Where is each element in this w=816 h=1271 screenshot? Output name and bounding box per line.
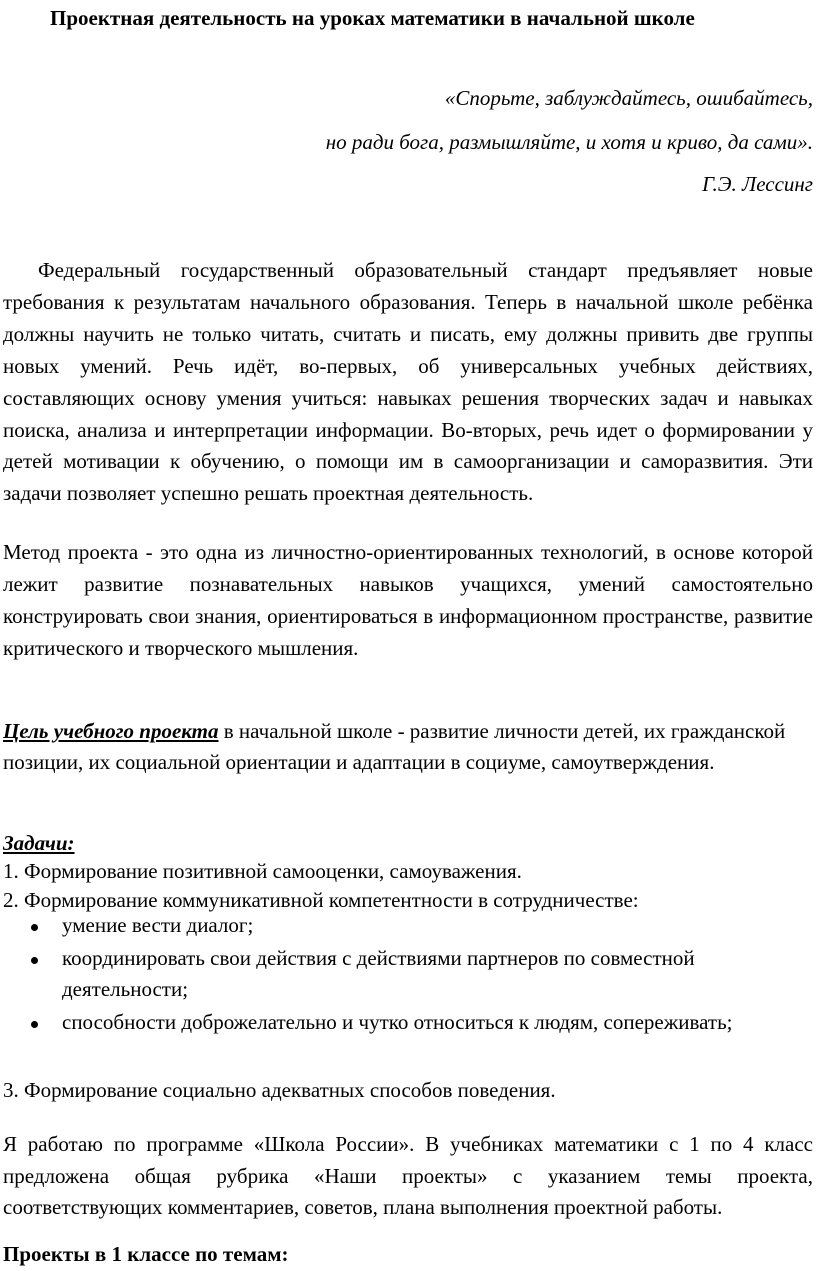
- paragraph-school-russia: Я работаю по программе «Школа России». В учебниках математики с 1 по 4 класс предложена общая рубрика «Наши проекты» с указанием темы проекта, соответствующих комментариев, советов, плана выполнения проектной работы.: [3, 1132, 813, 1219]
- epigraph-line-2: но ради бога, размышляйте, и хотя и криво, да сами».: [325, 130, 813, 154]
- task-item-2: 2. Формирование коммуникативной компетентности в сотрудничестве:: [3, 888, 639, 912]
- bullet-item: [0, 1007, 802, 1038]
- bullet-icon: [31, 957, 38, 964]
- bullet-item: [0, 943, 802, 1005]
- paragraph-goal: [3, 716, 813, 778]
- bullet-icon: [31, 1021, 38, 1028]
- task-item-1: 1. Формирование позитивной самооценки, самоуважения.: [3, 859, 522, 883]
- bullet-text: умение вести диалог;: [62, 913, 254, 937]
- bullet-icon: [31, 924, 38, 931]
- epigraph-author: Г.Э. Лессинг: [702, 172, 813, 196]
- bullet-text: способности доброжелательно и чутко относиться к людям, сопереживать;: [62, 1010, 733, 1034]
- task-bullet-list: [0, 910, 816, 1038]
- goal-text: в начальной школе - развитие личности детей, их гражданской позиции, их социальной ориентации и адаптации в социуме, самоутверждения.: [3, 719, 786, 774]
- tasks-heading-text: Задачи:: [3, 831, 75, 855]
- bullet-item: [0, 910, 802, 941]
- projects-heading: Проекты в 1 классе по темам:: [3, 1242, 289, 1266]
- document-title: Проектная деятельность на уроках математики в начальной школе: [50, 6, 695, 30]
- goal-label: Цель учебного проекта: [3, 719, 219, 743]
- paragraph-fgos: Федеральный государственный образовательный стандарт предъявляет новые требования к результатам начального образования. Теперь в начальной школе ребёнка должны научить не только читать, считать и писать, ему должны привить две группы новых умений. Речь идёт, во-первых, об универсальных учебных действиях, составляющих основу умения учиться: навыках решения творческих задач и навыках поиска, анализа и интерпретации информации. Во-вторых, речь идет о формировании у детей мотивации к обучению, о помощи им в самоорганизации и саморазвития. Эти задачи позволяет успешно решать проектная деятельность.: [3, 258, 813, 506]
- epigraph-line-1: «Спорьте, заблуждайтесь, ошибайтесь,: [444, 86, 813, 110]
- task-item-3: 3. Формирование социально адекватных способов поведения.: [3, 1078, 556, 1102]
- paragraph-project-method: Метод проекта - это одна из личностно-ориентированных технологий, в основе которой лежит развитие познавательных навыков учащихся, умений самостоятельно конструировать свои знания, ориентироваться в информационном пространстве, развитие критического и творческого мышления.: [3, 540, 813, 660]
- bullet-text: координировать свои действия с действиями партнеров по совместной деятельности;: [62, 946, 695, 1001]
